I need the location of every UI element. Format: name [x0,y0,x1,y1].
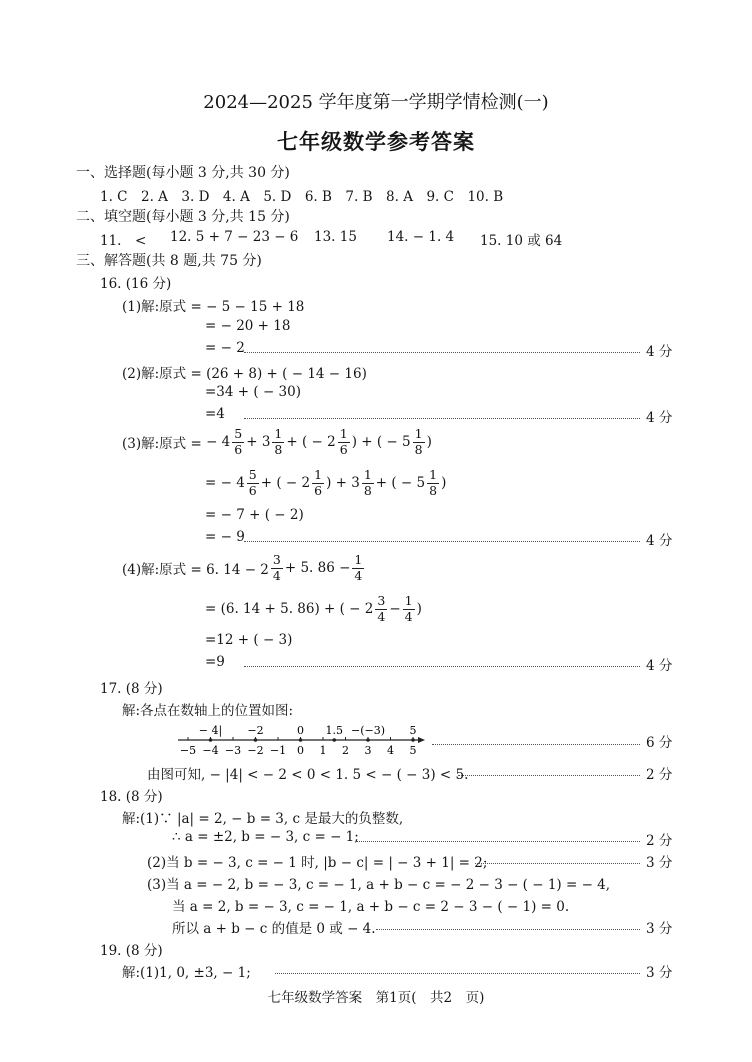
q16-3-line1: (3)解:原式 = − 4 $\frac{5}{6}$ + 3 $\frac{1}{8}$ + ( − 2 $\frac{1}{6}$ ) + ( − 5 $\frac{1}{8}$ ) [122,426,432,457]
number-line-tick-label: 5 [409,744,417,757]
q18-line1: 解:(1)∵ |a| = 2, − b = 3, c 是最大的负整数, [122,811,404,827]
fill-answer-11: 11. < [100,233,147,249]
fraction: $\frac{1}{8}$ [274,426,283,457]
q17-leader-1 [432,744,640,745]
section-solve-heading: 三、解答题(共 8 题,共 75 分) [76,253,262,269]
number-line-tick-label: 2 [342,744,349,757]
q16-4-leader [244,666,640,667]
number-line-points [199,724,417,742]
q19-leader [275,973,640,974]
q16-1-leader [244,352,640,353]
q18-leader-3 [376,929,640,930]
q16-4-line3: =12 + ( − 3) [205,632,293,648]
q16-4-score: 4 分 [646,658,673,674]
q16-2-line1: (2)解:原式 = (26 + 8) + ( − 14 − 16) [122,366,367,382]
q18-line3: (2)当 b = − 3, c = − 1 时, |b − c| = | − 3 + 1| = 2; [147,855,488,871]
fill-answer-12: 12. 5 + 7 − 23 − 6 [170,229,299,245]
q16-3-line2: = − 4 $\frac{5}{6}$ + ( − 2 $\frac{1}{6}$ ) + 3 $\frac{1}{8}$ + ( − 5 $\frac{1}{8}$ ) [205,467,447,498]
exam-title: 2024—2025 学年度第一学期学情检测(一) [203,92,549,113]
fraction: $\frac{1}{8}$ [363,467,372,498]
q16-4-line1: (4)解:原式 = 6. 14 − 2 $\frac{3}{4}$ + 5. 86 − $\frac{1}{4}$ [122,552,363,583]
q17-score-1: 6 分 [646,735,673,751]
q19-score: 3 分 [646,965,673,981]
fraction: $\frac{5}{6}$ [234,426,243,457]
number-line-tick-label: 3 [364,744,372,757]
q16-1-line1: (1)解:原式 = − 5 − 15 + 18 [122,299,305,315]
number-line-point [299,738,303,742]
q16-1-line2: = − 20 + 18 [205,318,291,334]
choice-answers: 1. C 2. A 3. D 4. A 5. D 6. B 7. B 8. A 9. C 10. B [100,189,504,205]
q16-2-line3: =4 [205,406,225,422]
page-footer: 七年级数学答案 第1页( 共2 页) [267,990,485,1006]
q18-line4: (3)当 a = − 2, b = − 3, c = − 1, a + b − c = − 2 − 3 − ( − 1) = − 4, [147,877,611,893]
q18-score-3: 3 分 [646,921,673,937]
fraction: $\frac{1}{8}$ [429,467,438,498]
number-line-point [366,738,370,742]
number-line-point [411,738,415,742]
fill-answer-14: 14. − 1. 4 [387,229,455,245]
number-line-point-label: 0 [297,724,304,737]
fill-answer-15: 15. 10 或 64 [480,233,563,249]
number-line-tick-label: 1 [319,744,327,757]
q18-leader-1 [356,841,640,842]
q16-2-line2: =34 + ( − 30) [205,384,301,400]
q16-2-leader [244,418,640,419]
number-line-point-label: −(−3) [350,724,386,737]
number-line-point-label: − 4| [198,724,223,737]
q19-label: 19. (8 分) [100,943,163,959]
q16-3-leader [244,541,640,542]
q16-2-score: 4 分 [646,410,673,426]
section-fill-heading: 二、填空题(每小题 3 分,共 15 分) [76,209,290,225]
number-line-tick-label: −3 [224,744,242,757]
q17-conclusion: 由图可知, − |4| < − 2 < 0 < 1. 5 < − ( − 3) < 5. [147,767,469,783]
q18-score-2: 3 分 [646,855,673,871]
q17-intro: 解:各点在数轴上的位置如图: [122,703,294,719]
fraction: $\frac{1}{4}$ [404,593,413,624]
q16-4-line2: = (6. 14 + 5. 86) + ( − 2 $\frac{3}{4}$ − $\frac{1}{4}$ ) [205,593,422,624]
fraction: $\frac{1}{6}$ [339,426,348,457]
fraction: $\frac{3}{4}$ [272,552,281,583]
q19-line1: 解:(1)1, 0, ±3, − 1; [122,965,251,981]
fraction: $\frac{1}{6}$ [314,467,323,498]
q17-score-2: 2 分 [646,767,673,783]
arrow-icon [418,737,425,743]
fill-answer-13: 13. 15 [314,229,357,245]
q16-3-prefix: (3)解:原式 = [122,436,202,452]
number-line-point [254,738,258,742]
section-choice-heading: 一、选择题(每小题 3 分,共 30 分) [76,165,290,181]
q18-line5: 当 a = 2, b = − 3, c = − 1, a + b − c = 2 − 3 − ( − 1) = 0. [172,899,570,915]
q18-score-1: 2 分 [646,833,673,849]
q17-leader-2 [458,775,640,776]
number-line-tick-label: 4 [387,744,394,757]
number-line-point [332,738,336,742]
fraction: $\frac{5}{6}$ [248,467,257,498]
q18-leader-2 [475,863,640,864]
number-line-point-label: −2 [247,724,264,737]
number-line-tick-label: 0 [297,744,304,757]
q16-4-line4: =9 [205,654,225,670]
q16-3-line3: = − 7 + ( − 2) [205,507,304,523]
number-line [170,718,430,760]
answer-key-title: 七年级数学参考答案 [277,129,475,154]
fraction: $\frac{1}{8}$ [414,426,423,457]
q17-label: 17. (8 分) [100,681,163,697]
q18-line6: 所以 a + b − c 的值是 0 或 − 4. [172,921,376,937]
number-line-point-label: 5 [409,724,417,737]
q18-line2: ∴ a = ±2, b = − 3, c = − 1; [172,829,359,845]
q16-3-line4: = − 9 [205,529,245,545]
number-line-point [209,738,213,742]
q16-label: 16. (16 分) [100,276,172,292]
number-line-point-label: 1.5 [325,724,343,737]
q16-1-score: 4 分 [646,344,673,360]
q16-4-prefix: (4)解:原式 = 6. 14 − 2 [122,562,269,578]
q18-label: 18. (8 分) [100,789,163,805]
fraction: $\frac{1}{4}$ [354,552,363,583]
number-line-tick-label: −1 [269,744,287,757]
q16-3-score: 4 分 [646,533,673,549]
number-line-tick-label: −2 [247,744,264,757]
number-line-tick-label: −5 [179,744,197,757]
q16-1-line3: = − 2 [205,340,245,356]
number-line-tick-label: −4 [202,744,219,757]
fraction: $\frac{3}{4}$ [377,593,386,624]
